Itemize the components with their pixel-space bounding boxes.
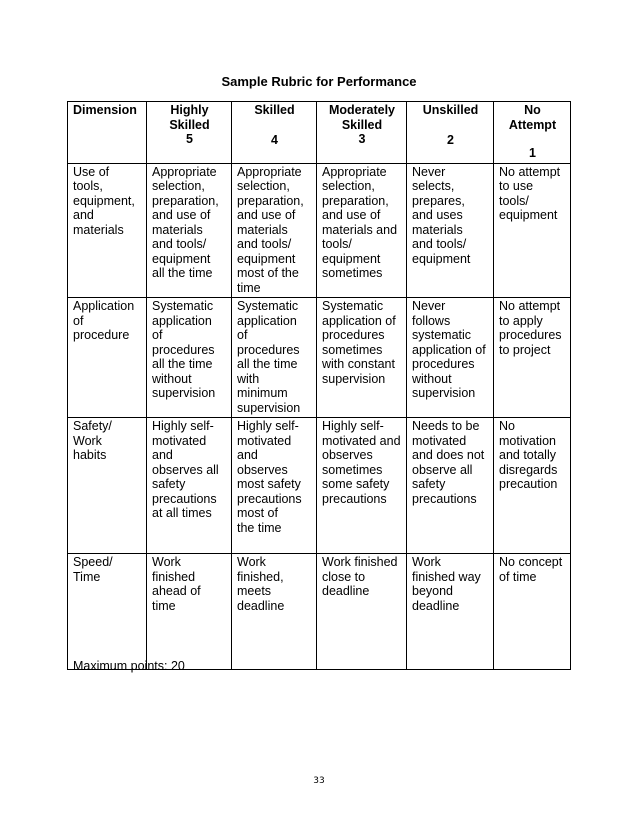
cell-text: Systematic application of procedures all the time without supervision [152,299,216,400]
table-cell [407,298,494,418]
cell-text: Appropriate selection, preparation, and use of materials and tools/ equipment most of the time [237,164,304,295]
table-cell [494,418,571,554]
table-cell [317,418,407,554]
column-header-score: 5 [186,132,193,146]
rubric-title: Sample Rubric for Performance [221,74,417,89]
cell-text: Work finished ahead of time [152,555,201,613]
table-cell [317,163,407,298]
column-header-label: Unskilled [422,103,479,117]
maximum-points-note: Maximum points: 20 [73,659,185,673]
table-cell [147,418,232,554]
table-cell [232,554,317,670]
cell-text: Use of tools, equipment, and materials [73,164,135,237]
column-header-score: 4 [271,132,278,147]
cell-text: Highly self- motivated and observes sometimes some safety precautions [322,419,401,506]
cell-text: No attempt to apply procedures to project [499,299,562,357]
column-header-score: 1 [529,146,536,160]
table-cell [317,554,407,670]
table-cell [317,298,407,418]
cell-text: Application of procedure [73,299,135,342]
rubric-table [67,101,571,670]
table-cell-dimension [68,163,147,298]
table-cell [232,163,317,298]
column-header-unskilled [407,102,494,164]
table-cell [494,298,571,418]
table-cell [147,163,232,298]
column-header-label: Moderately [329,103,395,117]
column-header-label: Skilled [169,117,210,132]
column-header-no-attempt [494,102,571,164]
table-cell-dimension [68,554,147,670]
cell-text: Work finished way beyond deadline [412,555,481,613]
cell-text: Appropriate selection, preparation, and use of materials and tools/ equipment sometimes [322,164,398,280]
table-cell-dimension [68,298,147,418]
cell-text: Appropriate selection, preparation, and use of materials and tools/ equipment all the time [152,164,219,280]
cell-text: Speed/ Time [73,555,113,584]
header-row [68,102,571,164]
column-header-label: Attempt [508,117,557,132]
table-cell [147,554,232,670]
table-cell [494,554,571,670]
column-header-skilled [232,102,317,164]
table-cell [407,418,494,554]
table-cell [494,163,571,298]
column-header-label: No [524,103,541,117]
cell-text: Safety/ Work habits [73,419,112,462]
cell-text: Systematic application of procedures sometimes with constant supervision [322,299,396,386]
column-header-label: Skilled [341,117,383,132]
table-cell-dimension [68,418,147,554]
cell-text: Needs to be motivated and does not observe all safety precautions [412,419,485,506]
cell-text: Never follows systematic application of procedures without supervision [412,299,486,400]
column-header-label: Dimension [73,103,137,117]
column-header-highly-skilled [147,102,232,164]
table-row [68,298,571,418]
cell-text: Highly self- motivated and observes most safety precautions most of the time [237,419,302,535]
table-row [68,554,571,670]
table-row [68,163,571,298]
table-cell [147,298,232,418]
cell-text: Work finished, meets deadline [237,555,285,613]
cell-text: No concept of time [499,555,563,584]
cell-text: Highly self- motivated and observes all safety precautions at all times [152,419,219,520]
column-header-score: 3 [358,132,366,146]
table-cell [407,554,494,670]
cell-text: No motivation and totally disregards precaution [499,419,558,491]
table-cell [407,163,494,298]
table-cell [232,418,317,554]
column-header-label: Skilled [254,103,295,117]
table-cell [232,298,317,418]
cell-text: Systematic application of procedures all the time with minimum supervision [237,299,301,415]
page-number: 33 [313,776,325,786]
column-header-dimension [68,102,147,164]
column-header-score: 2 [447,132,454,147]
cell-text: No attempt to use tools/ equipment [499,164,561,222]
column-header-label: Highly [170,103,209,117]
column-header-moderately-skilled [317,102,407,164]
cell-text: Never selects, prepares, and uses materials and tools/ equipment [412,164,471,266]
table-row [68,418,571,554]
cell-text: Work finished close to deadline [322,555,398,598]
